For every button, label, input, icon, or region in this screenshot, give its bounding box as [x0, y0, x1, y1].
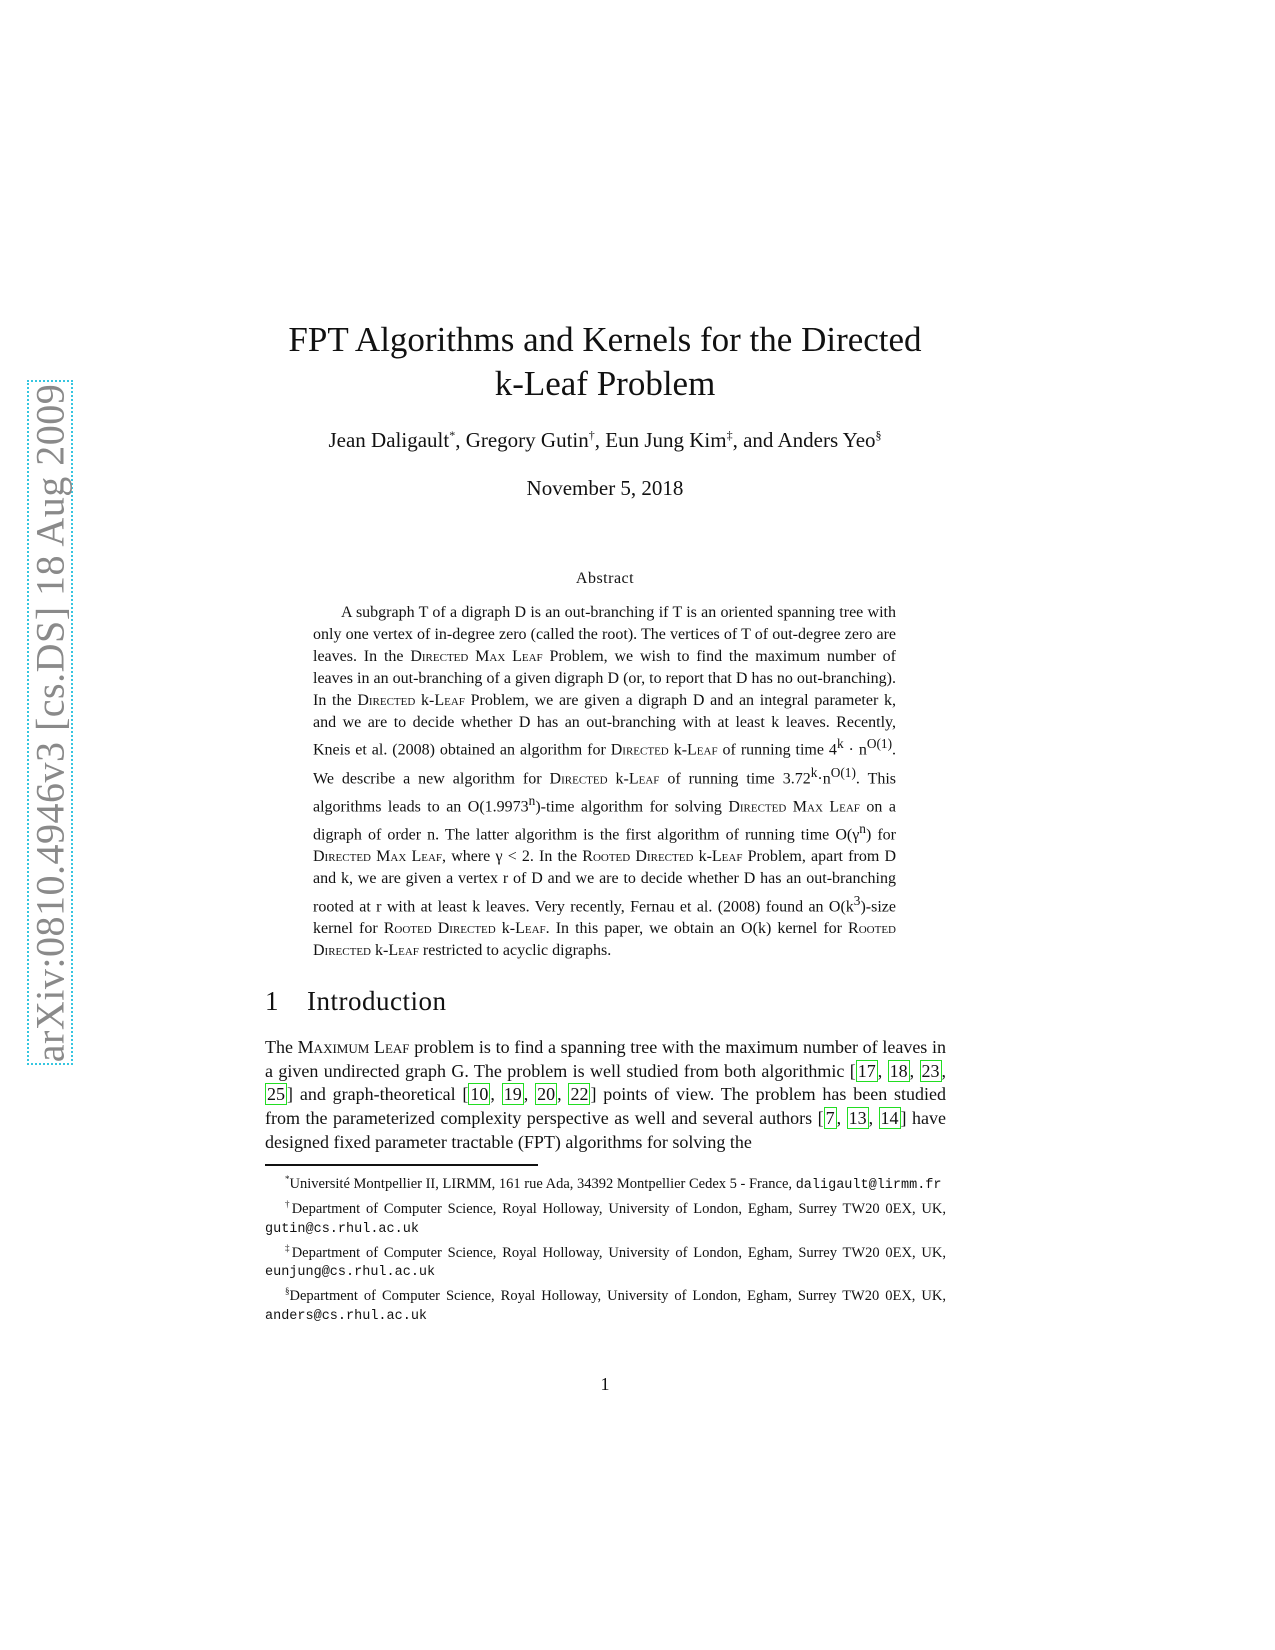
abstract-heading: Abstract — [575, 570, 635, 587]
footnote-divider — [265, 1164, 538, 1166]
abstract-paragraph: A subgraph T of a digraph D is an out-branching if T is an oriented spanning tree with only one vertex of in-degree zero (called the root). The vertices of T of out-degree zero are leaves. In the Directed Max Leaf Problem, we wish to find the maximum number of leaves in an out-branching of a given digraph D (or, to report that D has no out-branching). In the Directed k-Leaf Problem, we are given a digraph D and an integral parameter k, and we are to decide whether D has an out-branching with at least k leaves. Recently, Kneis et al. (2008) obtained an algorithm for Directed k-Leaf of running time $4^k \cdot n^{O(1)}$. We describe a new algorithm for Directed k-Leaf of running time $3.72^k\cdot n^{O(1)}$. This algorithms leads to an O(1.9973$^n$)-time algorithm for solving Directed Max Leaf on a digraph of order n. The latter algorithm is the first algorithm of running time $O(\gamma^n)$ for Directed Max Leaf, where γ < 2. In the Rooted Directed k-Leaf Problem, apart from D and k, we are given a vertex r of D and we are to decide whether D has an out-branching rooted at r with at least k leaves. Very recently, Fernau et al. (2008) found an $O(k^3)$-size kernel for Rooted Directed k-Leaf. In this paper, we obtain an O(k) kernel for Rooted Directed k-Leaf restricted to acyclic digraphs. — [313, 604, 897, 960]
author-name: Eun Jung Kim — [605, 428, 727, 452]
footnote: §Department of Computer Science, Royal Holloway, University of London, Egham, Surrey TW20 0EX, UK, anders@cs.rhul.ac.uk — [265, 1286, 946, 1325]
author-footnote-mark[interactable]: † — [588, 428, 595, 442]
author-separator: , and — [732, 428, 778, 452]
page-number: 1 — [600, 1374, 610, 1394]
citation-link[interactable]: 13 — [848, 1108, 867, 1129]
title-line-2: k-Leaf Problem — [494, 364, 716, 403]
email-link[interactable]: eunjung@cs.rhul.ac.uk — [265, 1265, 436, 1281]
footnote: *Université Montpellier II, LIRMM, 161 rue Ada, 34392 Montpellier Cedex 5 - France, daligault@lirmm.fr — [285, 1174, 942, 1193]
author-separator: , — [594, 428, 606, 452]
section-title: Introduction — [307, 986, 447, 1016]
footnote: ‡Department of Computer Science, Royal Holloway, University of London, Egham, Surrey TW20 0EX, UK, eunjung@cs.rhul.ac.uk — [265, 1242, 947, 1281]
citation-link[interactable]: 7 — [825, 1108, 835, 1129]
citation-link[interactable]: 17 — [857, 1060, 876, 1081]
footnote: †Department of Computer Science, Royal Holloway, University of London, Egham, Surrey TW20 0EX, UK, gutin@cs.rhul.ac.uk — [265, 1198, 947, 1237]
citation-link[interactable]: 19 — [503, 1084, 522, 1105]
footnotes — [265, 1170, 946, 1326]
paper-date: November 5, 2018 — [526, 476, 684, 500]
intro-paragraph: The Maximum Leaf problem is to find a spanning tree with the maximum number of leaves in a given undirected graph G. The problem is well studied from both algorithmic [ 17 , 18 , 23 , 25 ] and graph-theoretical [ 10 , 19 , 20 , 22 ] points of view. The problem has been studied from the parameterized complexity perspective as well and several authors [ 7 , 13 , 14 ] have designed fixed parameter tractable (FPT) algorithms for solving the — [265, 1037, 947, 1152]
email-link[interactable]: daligault@lirmm.fr — [795, 1177, 942, 1193]
email-link[interactable]: anders@cs.rhul.ac.uk — [265, 1309, 428, 1325]
author-footnote-mark[interactable]: ‡ — [726, 428, 733, 442]
citation-link[interactable]: 18 — [889, 1060, 908, 1081]
citation-link[interactable]: 25 — [267, 1084, 285, 1105]
introduction-body — [265, 1036, 946, 1155]
author-name: Anders Yeo — [777, 428, 876, 452]
author-name: Gregory Gutin — [465, 428, 589, 452]
arxiv-stamp-text: arXiv:0810.4946v3 [cs.DS] 18 Aug 2009 — [27, 383, 73, 1062]
section-number: 1 — [265, 986, 279, 1016]
email-link[interactable]: gutin@cs.rhul.ac.uk — [265, 1221, 419, 1237]
citation-link[interactable]: 23 — [921, 1060, 940, 1081]
author-footnote-mark[interactable]: § — [875, 428, 882, 442]
citation-link[interactable]: 20 — [537, 1084, 556, 1105]
paper-title — [0, 318, 1210, 406]
citation-link[interactable]: 14 — [880, 1108, 899, 1129]
citation-link[interactable]: 10 — [470, 1084, 489, 1105]
author-name: Jean Daligault — [328, 428, 450, 452]
section-heading — [265, 986, 446, 1017]
author-list — [0, 428, 1210, 453]
author-separator: , — [455, 428, 466, 452]
abstract-body — [313, 602, 896, 962]
citation-link[interactable]: 22 — [570, 1084, 589, 1105]
author-footnote-mark[interactable]: * — [449, 428, 456, 442]
title-line-1: FPT Algorithms and Kernels for the Directed — [288, 320, 922, 359]
